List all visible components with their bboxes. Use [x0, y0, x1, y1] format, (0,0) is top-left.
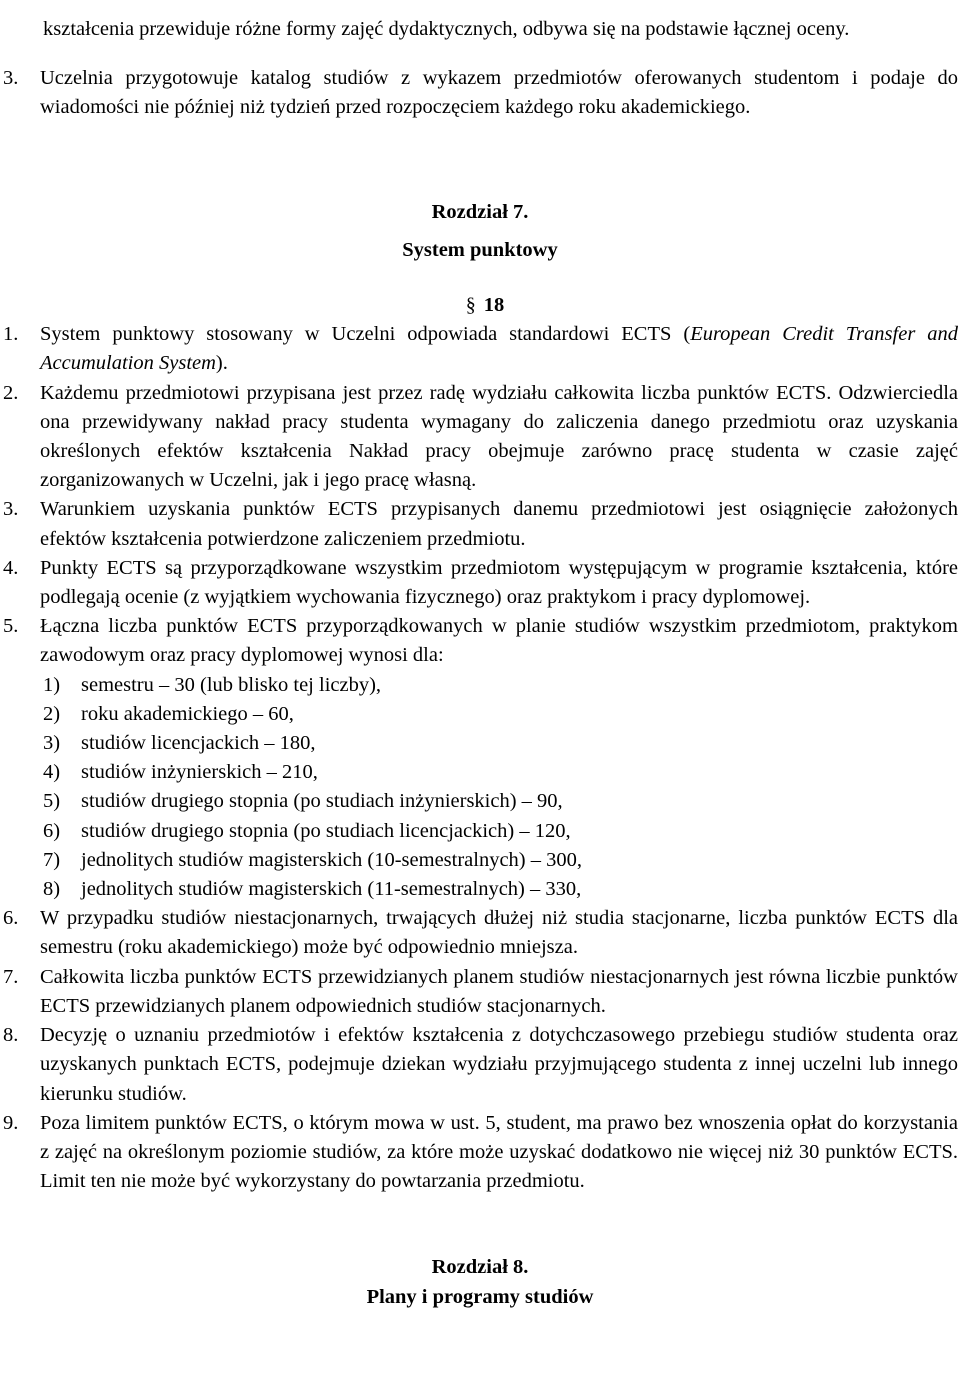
ects-item-2 — [0, 379, 960, 496]
item-text: W przypadku studiów niestacjonarnych, trwających dłużej niż studia stacjonarne, liczba punktów ECTS dla semestru (roku akademickiego) może być odpowiednio mniejsza. — [40, 907, 958, 959]
item-text: Każdemu przedmiotowi przypisana jest przez radę wydziału całkowita liczba punktów ECTS. Odzwierciedla ona przewidywany nakład pracy studenta wymagany do zaliczenia danego przedmiotu oraz uzyskania określonych efektów kształcenia Nakład pracy obejmuje zarówno pracę studenta w czasie zajęć zorganizowanych w Uczelni, jak i jego pracę własną. — [40, 381, 958, 492]
item-number: 1. — [3, 323, 19, 346]
chapter-8-label: Rozdział 8. — [431, 1256, 529, 1279]
item-text: Uczelnia przygotowuje katalog studiów z wykazem przedmiotów oferowanych studentom i podaje do wiadomości nie później niż tydzień przed rozpoczęciem każdego roku akademickiego. — [40, 67, 958, 119]
item-number: 4. — [3, 556, 19, 579]
ects-item-8 — [0, 1021, 960, 1109]
ects-item-1 — [0, 320, 960, 378]
item-number: 3. — [3, 67, 19, 90]
sub-item: 3) studiów licencjackich – 180, — [43, 732, 316, 755]
sub-item: 5) studiów drugiego stopnia (po studiach inżynierskich) – 90, — [43, 790, 563, 813]
chapter-7-label: Rozdział 7. — [431, 200, 529, 223]
paragraph-3 — [0, 64, 960, 122]
item-text: Warunkiem uzyskania punktów ECTS przypisanych danemu przedmiotowi jest osiągnięcie założonych efektów kształcenia potwierdzone zaliczeniem przedmiotu. — [40, 498, 958, 550]
ects-full-name: European Credit Transfer and Accumulation System — [40, 323, 959, 375]
item-number: 3. — [3, 498, 19, 521]
sub-item: 4) studiów inżynierskich – 210, — [43, 761, 318, 784]
item-text: Decyzję o uznaniu przedmiotów i efektów kształcenia z dotychczasowego przebiegu studiów studenta oraz uzyskanych punktach ECTS, podejmuje dziekan wydziału przyjmującego studenta z innej uczelni lub innego kierunku studiów. — [40, 1024, 958, 1105]
item-number: 2. — [3, 381, 19, 404]
section-heading — [10, 291, 960, 320]
ects-item-7 — [0, 963, 960, 1021]
item-number: 7. — [3, 965, 19, 988]
chapter-7-title: System punktowy — [402, 238, 558, 261]
item-text: Łączna liczba punktów ECTS przyporządkowanych w planie studiów wszystkim przedmiotom, praktykom zawodowym oraz pracy dyplomowej wynosi dla: — [40, 615, 958, 667]
sub-item: 8) jednolitych studiów magisterskich (11-semestralnych) – 330, — [43, 878, 582, 901]
item-text: System punktowy stosowany w Uczelni odpowiada standardowi ECTS (European Credit Transfer and Accumulation System). — [40, 323, 959, 375]
section-symbol: § — [465, 294, 476, 317]
ects-item-5 — [0, 612, 960, 670]
sub-item: 7) jednolitych studiów magisterskich (10-semestralnych) – 300, — [43, 848, 583, 871]
sub-item: 2) roku akademickiego – 60, — [43, 702, 294, 725]
paragraph-2-continuation: kształcenia przewiduje różne formy zajęć dydaktycznych, odbywa się na podstawie łącznej oceny. — [43, 17, 850, 40]
ects-item-4 — [0, 554, 960, 612]
section-number: 18 — [483, 294, 505, 317]
item-text: Całkowita liczba punktów ECTS przewidzianych planem studiów niestacjonarnych jest równa liczbie punktów ECTS przewidzianych planem odpowiednich studiów stacjonarnych. — [40, 965, 958, 1017]
item-number: 9. — [3, 1111, 19, 1134]
item-number: 8. — [3, 1024, 19, 1047]
ects-item-6 — [0, 904, 960, 962]
sub-item: 6) studiów drugiego stopnia (po studiach licencjackich) – 120, — [43, 819, 571, 842]
item-text: Poza limitem punktów ECTS, o którym mowa w ust. 5, student, ma prawo bez wnoszenia opłat do korzystania z zajęć na określonym poziomie studiów, za które może uzyskać dodatkowo nie więcej niż 30 punktów ECTS. Limit ten nie może być wykorzystany do powtarzania przedmiotu. — [40, 1111, 958, 1193]
chapter-8-title: Plany i programy studiów — [366, 1285, 594, 1308]
item-number: 6. — [3, 907, 19, 930]
sub-item: 1) semestru – 30 (lub blisko tej liczby), — [43, 673, 382, 696]
ects-item-9 — [0, 1109, 960, 1197]
ects-item-3 — [0, 495, 960, 553]
item-text: Punkty ECTS są przyporządkowane wszystkim przedmiotom występującym w programie kształcenia, które podlegają ocenie (z wyjątkiem wychowania fizycznego) oraz praktykom i pracy dyplomowej. — [40, 556, 958, 609]
item-number: 5. — [3, 615, 19, 638]
